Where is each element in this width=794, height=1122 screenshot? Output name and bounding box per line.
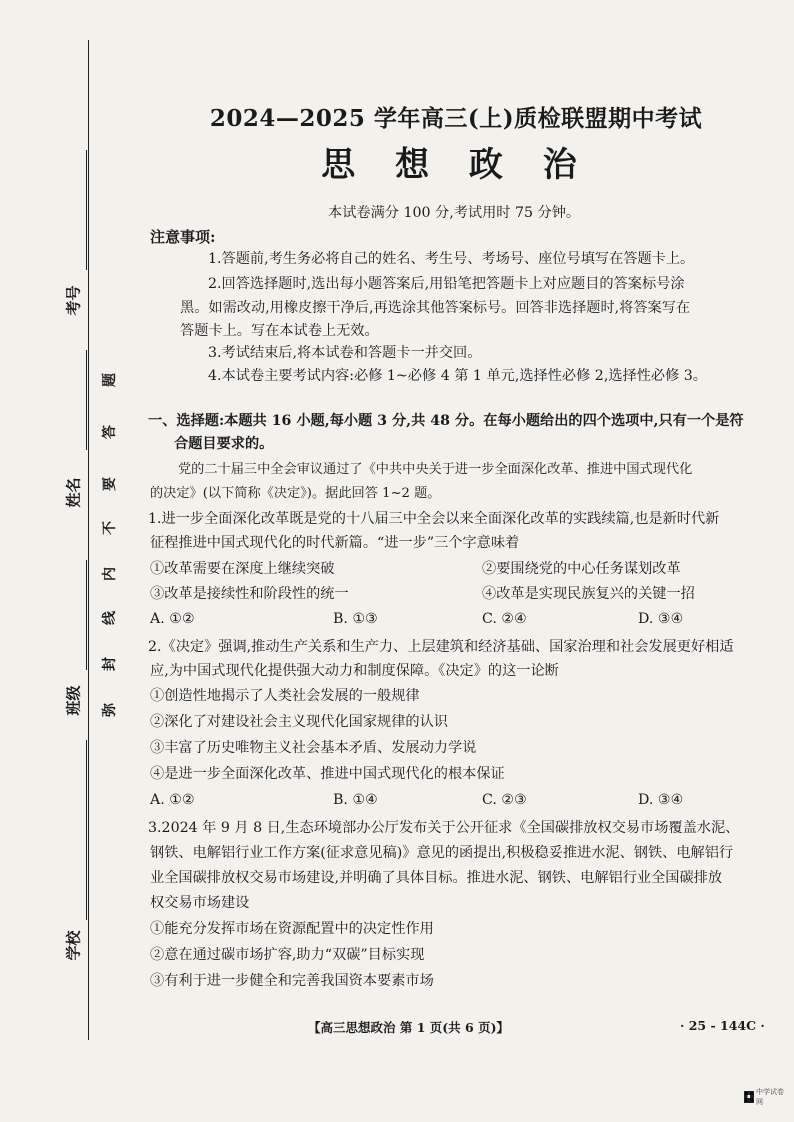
q1-option-c[interactable]: C. ②④ (482, 611, 527, 627)
exam-code: · 25 - 144C · (680, 1018, 765, 1033)
note-line: 1.答题前,考生务必将自己的姓名、考生号、考场号、座位号填写在答题卡上。 (208, 251, 695, 267)
binding-strip (0, 0, 120, 1122)
material-text: 的决定》(以下简称《决定》)。据此回答 1~2 题。 (150, 486, 441, 501)
class-label: 班级 (64, 685, 83, 716)
seal-char: 要 (102, 477, 118, 491)
seal-char: 内 (102, 567, 118, 581)
logo-text: 中学试卷网 (756, 1088, 784, 1106)
seal-char: 封 (102, 657, 118, 671)
question-1-stem: 征程推进中国式现代化的时代新篇。“进一步”三个字意味着 (150, 535, 520, 551)
q2-option-a[interactable]: A. ①② (150, 792, 195, 808)
note-line: 4.本试卷主要考试内容:必修 1~必修 4 第 1 单元,选择性必修 2,选择性必修 3。 (208, 368, 707, 384)
question-3-stem: 钢铁、电解铝行业工作方案(征求意见稿)》意见的函提出,积极稳妥推进水泥、钢铁、电解铝行 (150, 845, 734, 861)
q2-option-c[interactable]: C. ②③ (482, 792, 527, 808)
exam-no-blank (86, 150, 87, 270)
class-blank (86, 560, 87, 670)
q2-option-b[interactable]: B. ①④ (333, 792, 378, 808)
q1-statement-3: ③改革是接续性和阶段性的统一 (150, 586, 349, 602)
q2-statement-3: ③丰富了历史唯物主义社会基本矛盾、发展动力学说 (150, 740, 477, 756)
question-2-stem: 2.《决定》强调,推动生产关系和生产力、上层建筑和经济基础、国家治理和社会发展更好相适 (148, 639, 734, 655)
seal-char: 题 (102, 373, 118, 387)
exam-no-label: 考号 (64, 285, 83, 316)
q1-statement-4: ④改革是实现民族复兴的关键一招 (482, 586, 695, 602)
subject-title: 思 想 政 治 (321, 145, 591, 185)
note-line: 3.考试结束后,将本试卷和答题卡一并交回。 (208, 345, 482, 361)
q3-statement-1: ①能充分发挥市场在资源配置中的决定性作用 (150, 921, 434, 937)
seal-char: 弥 (102, 703, 118, 717)
note-line: 2.回答选择题时,选出每小题答案后,用铅笔把答题卡上对应题目的答案标号涂 (208, 276, 685, 292)
question-1-stem: 1.进一步全面深化改革既是党的十八届三中全会以来全面深化改革的实践续篇,也是新时代新 (148, 511, 720, 527)
q1-option-b[interactable]: B. ①③ (333, 611, 378, 627)
name-label: 姓名 (64, 477, 83, 508)
q3-statement-3: ③有利于进一步健全和完善我国资本要素市场 (150, 973, 434, 989)
question-3-stem: 业全国碳排放权交易市场建设,并明确了具体目标。推进水泥、钢铁、电解铝行业全国碳排放 (150, 870, 723, 886)
name-blank (86, 350, 87, 450)
notes-heading: 注意事项: (150, 228, 216, 246)
qr-icon (744, 1091, 754, 1103)
binding-line (88, 40, 89, 1040)
exam-info: 本试卷满分 100 分,考试用时 75 分钟。 (328, 205, 581, 221)
q2-statement-1: ①创造性地揭示了人类社会发展的一般规律 (150, 688, 420, 704)
q1-option-a[interactable]: A. ①② (150, 611, 195, 627)
seal-char: 答 (102, 425, 118, 439)
question-2-stem: 应,为中国式现代化提供强大动力和制度保障。《决定》的这一论断 (150, 663, 559, 679)
q2-option-d[interactable]: D. ③④ (638, 792, 684, 808)
seal-char: 线 (102, 611, 118, 625)
seal-char: 不 (102, 521, 118, 535)
exam-title: 2024—2025 学年高三(上)质检联盟期中考试 (209, 105, 703, 132)
note-line: 黑。如需改动,用橡皮擦干净后,再选涂其他答案标号。回答非选择题时,将答案写在 (180, 300, 691, 316)
watermark-logo (744, 1090, 784, 1104)
q2-statement-4: ④是进一步全面深化改革、推进中国式现代化的根本保证 (150, 766, 505, 782)
school-blank (86, 740, 87, 920)
q2-statement-2: ②深化了对建设社会主义现代化国家规律的认识 (150, 714, 448, 730)
section-heading: 一、选择题:本题共 16 小题,每小题 3 分,共 48 分。在每小题给出的四个选项中,只有一个是符 (148, 413, 744, 429)
q3-statement-2: ②意在通过碳市场扩容,助力“双碳”目标实现 (150, 947, 425, 963)
q1-option-d[interactable]: D. ③④ (638, 611, 684, 627)
school-label: 学校 (64, 930, 83, 961)
question-3-stem: 权交易市场建设 (150, 895, 250, 911)
q1-statement-1: ①改革需要在深度上继续突破 (150, 561, 335, 577)
note-line: 答题卡上。写在本试卷上无效。 (180, 323, 379, 339)
section-heading-cont: 合题目要求的。 (174, 436, 274, 452)
material-text: 党的二十届三中全会审议通过了《中共中央关于进一步全面深化改革、推进中国式现代化 (178, 462, 693, 477)
question-3-stem: 3.2024 年 9 月 8 日,生态环境部办公厅发布关于公开征求《全国碳排放权交易市场覆盖水泥、 (148, 820, 740, 836)
page-footer: 【高三思想政治 第 1 页(共 6 页)】 (308, 1020, 509, 1035)
q1-statement-2: ②要围绕党的中心任务谋划改革 (482, 561, 681, 577)
